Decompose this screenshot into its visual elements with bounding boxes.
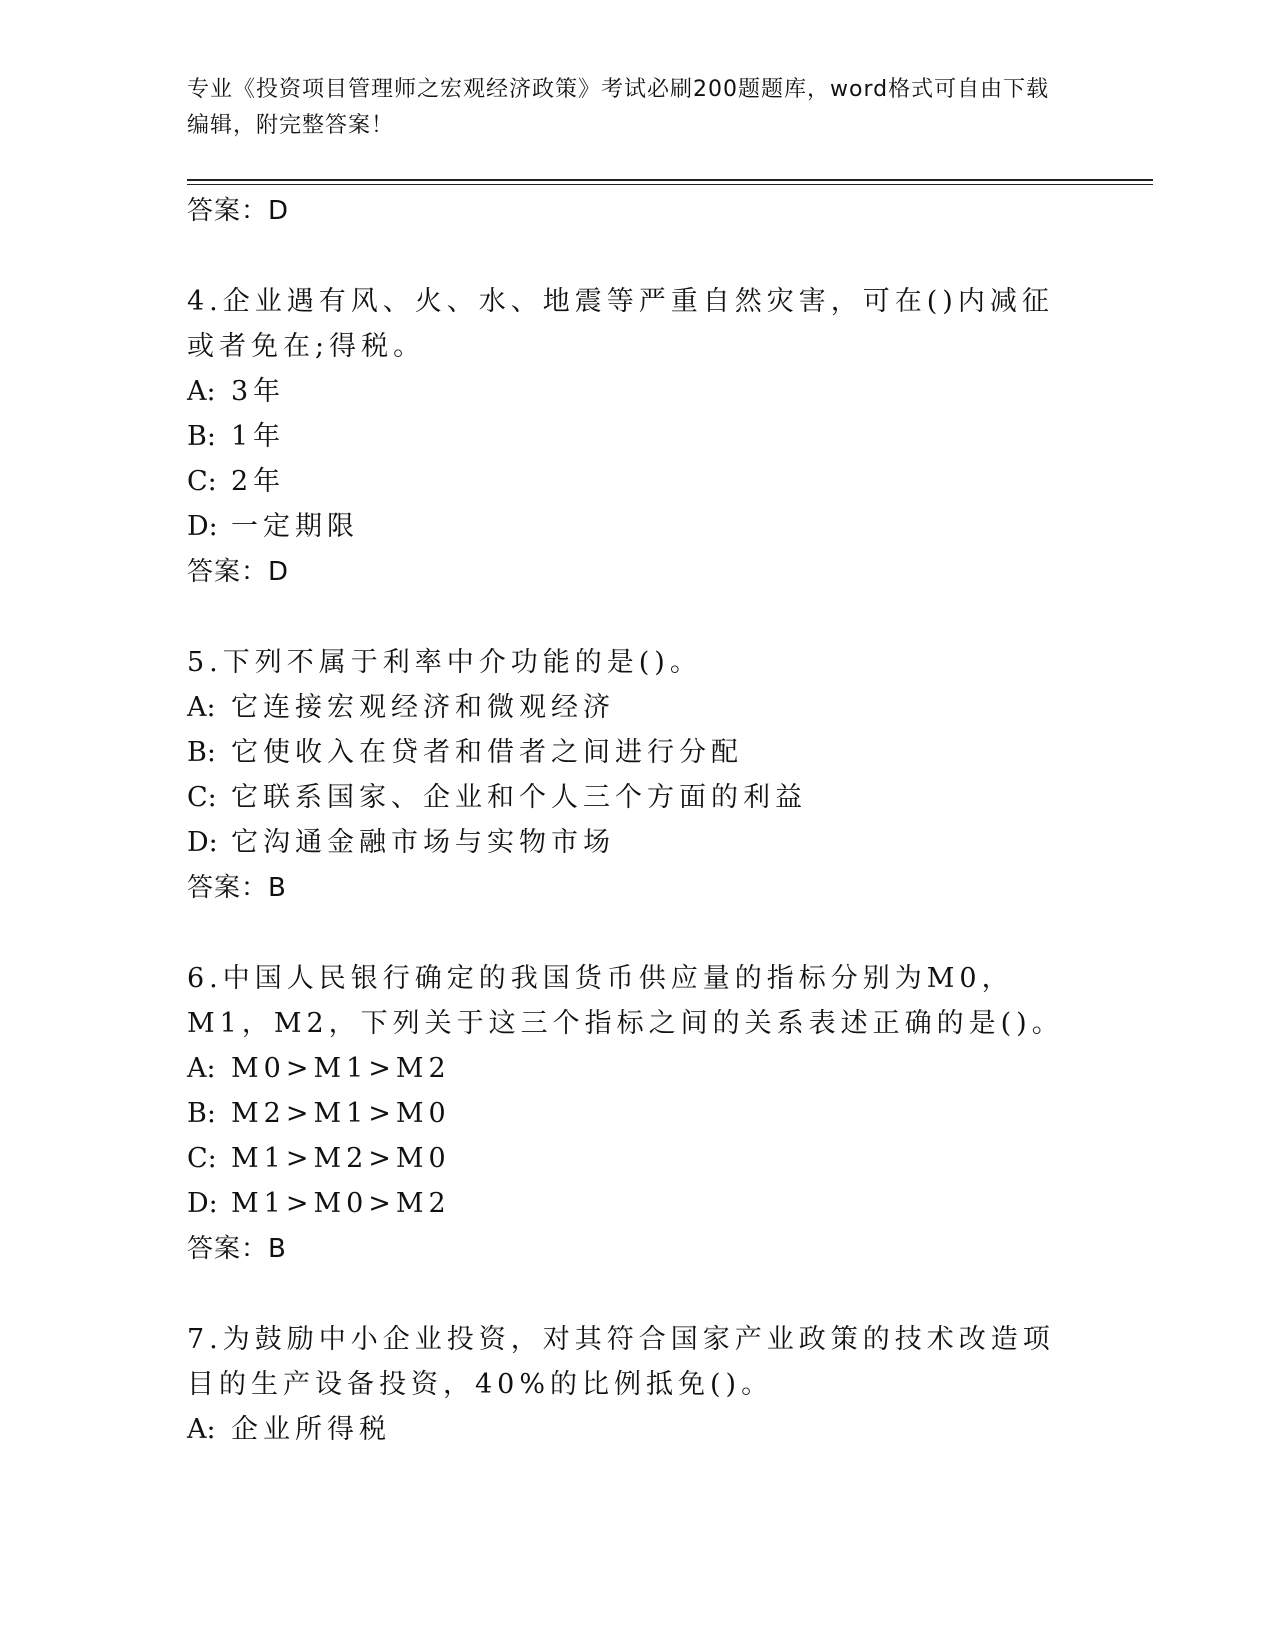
option-key: B:	[187, 421, 216, 452]
option-a	[187, 369, 1067, 414]
option-key: C:	[187, 1143, 217, 1174]
option-c	[187, 459, 1067, 504]
question-list	[187, 188, 1067, 1452]
option-text: 2年	[231, 466, 286, 497]
option-b	[187, 414, 1067, 459]
answer-line: 答案：D	[187, 196, 290, 226]
option-text: 它沟通金融市场与实物市场	[231, 827, 615, 858]
option-key: D:	[187, 1188, 218, 1219]
option-key: B:	[187, 737, 216, 768]
option-d	[187, 1181, 1067, 1226]
option-key: A:	[187, 376, 216, 407]
option-key: C:	[187, 782, 217, 813]
option-key: B:	[187, 1098, 216, 1129]
option-d	[187, 504, 1067, 549]
option-key: A:	[187, 692, 216, 723]
option-d	[187, 820, 1067, 865]
option-a	[187, 1046, 1067, 1091]
question-text: 7.为鼓励中小企业投资，对其符合国家产业政策的技术改造项目的生产设备投资，40%的比例抵免()。	[187, 1324, 1055, 1400]
question-block	[187, 640, 1067, 911]
answer-line: 答案：D	[187, 557, 290, 587]
option-key: C:	[187, 466, 217, 497]
document-header: 专业《投资项目管理师之宏观经济政策》考试必刷200题题库，word格式可自由下载编辑，附完整答案！	[187, 77, 1050, 138]
option-text: 3年	[231, 376, 286, 407]
question-block	[187, 279, 1067, 595]
option-text: 1年	[231, 421, 286, 452]
spacer	[187, 1272, 1067, 1317]
answer-line: 答案：B	[187, 1234, 287, 1264]
option-text: M1>M2>M0	[231, 1143, 451, 1174]
question-text: 5.下列不属于利率中介功能的是()。	[187, 647, 702, 678]
option-key: A:	[187, 1414, 216, 1445]
spacer	[187, 595, 1067, 640]
option-key: D:	[187, 827, 218, 858]
answer-line: 答案：B	[187, 873, 287, 903]
option-b	[187, 730, 1067, 775]
header-rule-thick	[187, 179, 1153, 181]
option-c	[187, 775, 1067, 820]
option-text: 它联系国家、企业和个人三个方面的利益	[231, 782, 807, 813]
option-key: D:	[187, 511, 218, 542]
question-text: 6.中国人民银行确定的我国货币供应量的指标分别为M0，M1，M2，下列关于这三个指标之间的关系表述正确的是()。	[187, 963, 1064, 1039]
option-text: M0>M1>M2	[231, 1053, 451, 1084]
option-a	[187, 685, 1067, 730]
option-text: 一定期限	[231, 511, 359, 542]
spacer	[187, 234, 1067, 279]
option-key: A:	[187, 1053, 216, 1084]
spacer	[187, 911, 1067, 956]
question-block	[187, 1317, 1067, 1452]
option-text: 企业所得税	[231, 1414, 391, 1445]
option-text: M1>M0>M2	[231, 1188, 451, 1219]
option-a	[187, 1407, 1067, 1452]
option-text: 它使收入在贷者和借者之间进行分配	[231, 737, 743, 768]
option-text: M2>M1>M0	[231, 1098, 451, 1129]
option-c	[187, 1136, 1067, 1181]
option-text: 它连接宏观经济和微观经济	[231, 692, 615, 723]
option-b	[187, 1091, 1067, 1136]
header-rule-thin	[187, 184, 1153, 185]
question-block	[187, 956, 1067, 1272]
question-text: 4.企业遇有风、火、水、地震等严重自然灾害，可在()内减征或者免在;得税。	[187, 286, 1054, 362]
